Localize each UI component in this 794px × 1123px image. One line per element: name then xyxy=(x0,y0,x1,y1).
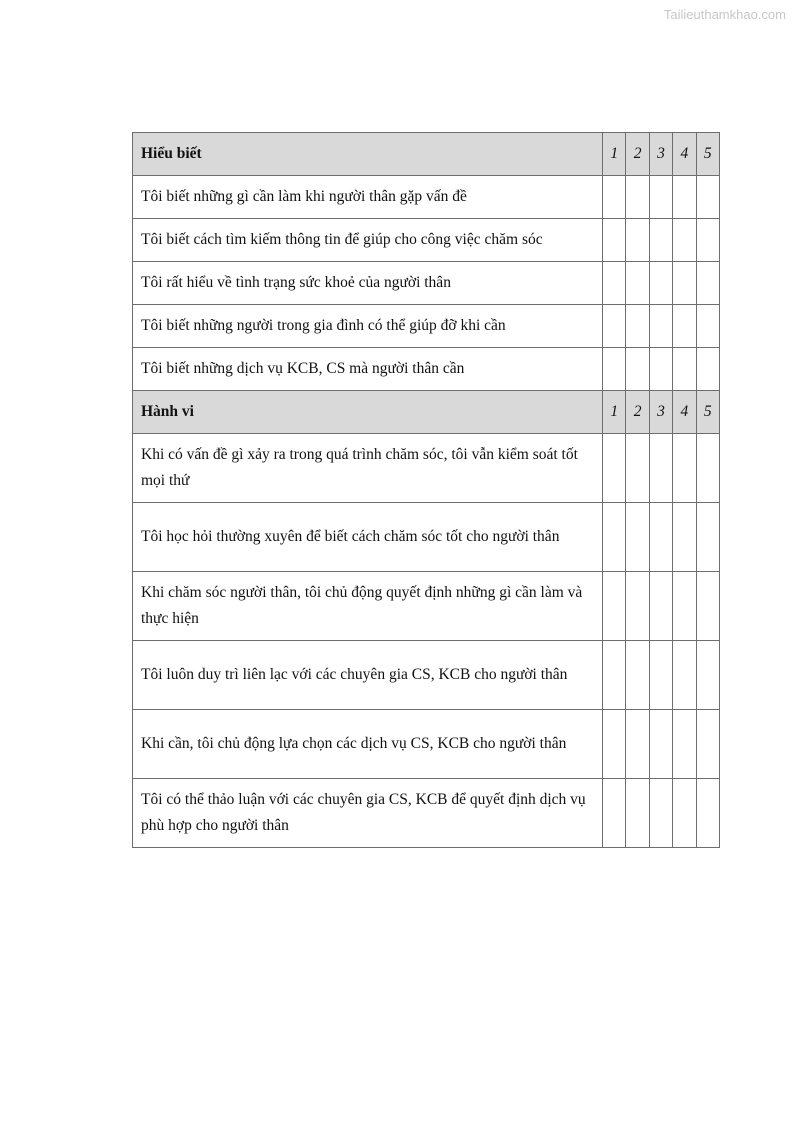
rating-cell-3[interactable] xyxy=(649,641,672,710)
rating-cell-4[interactable] xyxy=(673,434,696,503)
question-row xyxy=(133,710,720,779)
question-row xyxy=(133,503,720,572)
rating-cell-4[interactable] xyxy=(673,503,696,572)
scale-label: 2 xyxy=(626,391,649,434)
rating-cell-2[interactable] xyxy=(626,348,649,391)
rating-cell-4[interactable] xyxy=(673,779,696,848)
question-text: Tôi biết những người trong gia đình có thể giúp đỡ khi cần xyxy=(133,305,603,348)
scale-label: 5 xyxy=(696,391,719,434)
rating-cell-5[interactable] xyxy=(696,434,719,503)
rating-cell-5[interactable] xyxy=(696,176,719,219)
rating-cell-1[interactable] xyxy=(603,503,626,572)
rating-cell-3[interactable] xyxy=(649,262,672,305)
question-row xyxy=(133,348,720,391)
question-text: Tôi học hỏi thường xuyên để biết cách chăm sóc tốt cho người thân xyxy=(133,503,603,572)
rating-cell-4[interactable] xyxy=(673,641,696,710)
question-row xyxy=(133,572,720,641)
rating-cell-3[interactable] xyxy=(649,305,672,348)
rating-cell-3[interactable] xyxy=(649,348,672,391)
question-row xyxy=(133,262,720,305)
question-text: Tôi luôn duy trì liên lạc với các chuyên gia CS, KCB cho người thân xyxy=(133,641,603,710)
rating-cell-3[interactable] xyxy=(649,219,672,262)
rating-cell-4[interactable] xyxy=(673,572,696,641)
section-header-hanh-vi xyxy=(133,391,720,434)
rating-cell-4[interactable] xyxy=(673,262,696,305)
scale-label: 4 xyxy=(673,391,696,434)
question-text: Khi chăm sóc người thân, tôi chủ động quyết định những gì cần làm và thực hiện xyxy=(133,572,603,641)
question-row xyxy=(133,305,720,348)
rating-cell-2[interactable] xyxy=(626,710,649,779)
question-row xyxy=(133,219,720,262)
rating-cell-1[interactable] xyxy=(603,641,626,710)
rating-cell-5[interactable] xyxy=(696,348,719,391)
scale-label: 2 xyxy=(626,133,649,176)
rating-cell-3[interactable] xyxy=(649,434,672,503)
question-row xyxy=(133,176,720,219)
question-text: Tôi biết những gì cần làm khi người thân gặp vấn đề xyxy=(133,176,603,219)
rating-cell-3[interactable] xyxy=(649,779,672,848)
rating-cell-5[interactable] xyxy=(696,219,719,262)
rating-cell-5[interactable] xyxy=(696,641,719,710)
rating-cell-1[interactable] xyxy=(603,779,626,848)
question-row xyxy=(133,779,720,848)
rating-cell-1[interactable] xyxy=(603,305,626,348)
question-text: Khi cần, tôi chủ động lựa chọn các dịch vụ CS, KCB cho người thân xyxy=(133,710,603,779)
rating-cell-4[interactable] xyxy=(673,176,696,219)
scale-label: 3 xyxy=(649,391,672,434)
section-title: Hành vi xyxy=(133,391,603,434)
rating-cell-1[interactable] xyxy=(603,262,626,305)
question-row xyxy=(133,641,720,710)
rating-cell-2[interactable] xyxy=(626,262,649,305)
rating-cell-4[interactable] xyxy=(673,305,696,348)
rating-cell-2[interactable] xyxy=(626,176,649,219)
rating-cell-2[interactable] xyxy=(626,572,649,641)
rating-cell-2[interactable] xyxy=(626,503,649,572)
scale-label: 4 xyxy=(673,133,696,176)
rating-cell-4[interactable] xyxy=(673,710,696,779)
rating-cell-4[interactable] xyxy=(673,348,696,391)
scale-label: 5 xyxy=(696,133,719,176)
question-text: Tôi rất hiểu về tình trạng sức khoẻ của người thân xyxy=(133,262,603,305)
rating-cell-2[interactable] xyxy=(626,779,649,848)
section-title: Hiểu biết xyxy=(133,133,603,176)
rating-cell-4[interactable] xyxy=(673,219,696,262)
scale-label: 1 xyxy=(603,133,626,176)
scale-label: 1 xyxy=(603,391,626,434)
rating-cell-3[interactable] xyxy=(649,176,672,219)
question-text: Khi có vấn đề gì xảy ra trong quá trình chăm sóc, tôi vẫn kiểm soát tốt mọi thứ xyxy=(133,434,603,503)
rating-cell-2[interactable] xyxy=(626,219,649,262)
rating-cell-5[interactable] xyxy=(696,710,719,779)
rating-cell-1[interactable] xyxy=(603,348,626,391)
rating-cell-5[interactable] xyxy=(696,305,719,348)
rating-cell-1[interactable] xyxy=(603,219,626,262)
rating-cell-5[interactable] xyxy=(696,503,719,572)
question-text: Tôi biết cách tìm kiếm thông tin để giúp cho công việc chăm sóc xyxy=(133,219,603,262)
rating-cell-2[interactable] xyxy=(626,305,649,348)
scale-label: 3 xyxy=(649,133,672,176)
rating-cell-5[interactable] xyxy=(696,779,719,848)
question-row xyxy=(133,434,720,503)
rating-cell-3[interactable] xyxy=(649,710,672,779)
rating-cell-3[interactable] xyxy=(649,572,672,641)
question-text: Tôi biết những dịch vụ KCB, CS mà người thân cần xyxy=(133,348,603,391)
rating-cell-1[interactable] xyxy=(603,176,626,219)
section-header-hieu-biet xyxy=(133,133,720,176)
survey-table xyxy=(132,132,720,848)
rating-cell-5[interactable] xyxy=(696,262,719,305)
watermark: Tailieuthamkhao.com xyxy=(663,7,786,22)
question-text: Tôi có thể thảo luận với các chuyên gia CS, KCB để quyết định dịch vụ phù hợp cho người thân xyxy=(133,779,603,848)
rating-cell-5[interactable] xyxy=(696,572,719,641)
rating-cell-3[interactable] xyxy=(649,503,672,572)
rating-cell-2[interactable] xyxy=(626,641,649,710)
rating-cell-1[interactable] xyxy=(603,434,626,503)
rating-cell-1[interactable] xyxy=(603,572,626,641)
rating-cell-2[interactable] xyxy=(626,434,649,503)
rating-cell-1[interactable] xyxy=(603,710,626,779)
